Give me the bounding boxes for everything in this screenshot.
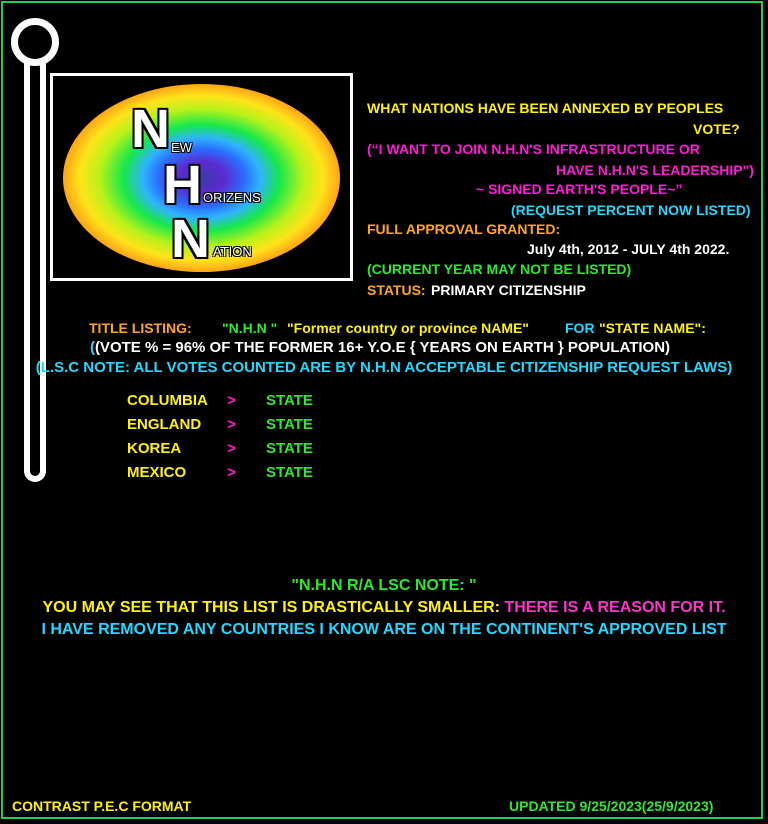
- title-listing-state-name: "STATE NAME":: [599, 320, 706, 336]
- status-label: STATUS:: [367, 282, 426, 298]
- entry-state: STATE: [266, 416, 313, 433]
- title-listing-nhn: "N.H.N ": [222, 320, 278, 336]
- logo-word-orizens: ORIZENS: [203, 190, 261, 205]
- footer-right: UPDATED 9/25/2023(25/9/2023): [509, 798, 714, 814]
- entry-state: STATE: [266, 440, 313, 457]
- logo-word-ation: ATION: [213, 244, 252, 259]
- entry-arrow: >: [227, 416, 236, 433]
- entry-state: STATE: [266, 392, 313, 409]
- entry-arrow: >: [227, 440, 236, 457]
- footer-note-line2: I HAVE REMOVED ANY COUNTRIES I KNOW ARE ON THE CONTINENT'S APPROVED LIST: [41, 621, 727, 638]
- vote-line-text: (VOTE % = 96% OF THE FORMER 16+ Y.O.E { YEARS ON EARTH } POPULATION): [94, 339, 671, 356]
- logo-letter-h: H: [163, 155, 202, 215]
- nhn-flag-logo: [50, 73, 353, 281]
- logo-letter-n1: N: [131, 99, 170, 159]
- title-listing-label: TITLE LISTING:: [89, 320, 192, 336]
- entry-country: COLUMBIA: [127, 392, 208, 409]
- footer-note-line1-part1: YOU MAY SEE THAT THIS LIST IS DRASTICALLY SMALLER:: [42, 599, 500, 616]
- vote-line: ((VOTE % = 96% OF THE FORMER 16+ Y.O.E { YEARS ON EARTH } POPULATION): [89, 339, 671, 356]
- current-year-note: (CURRENT YEAR MAY NOT BE LISTED): [367, 261, 632, 277]
- title-listing-for: FOR: [565, 320, 595, 336]
- request-line: (REQUEST PERCENT NOW LISTED): [511, 202, 751, 218]
- status-value: PRIMARY CITIZENSHIP: [431, 282, 586, 298]
- footer-note-line1: [0, 599, 768, 617]
- title-listing-former: "Former country or province NAME": [287, 320, 529, 336]
- approval-label: FULL APPROVAL GRANTED:: [367, 221, 561, 237]
- lsc-note-line: (L.S.C NOTE: ALL VOTES COUNTED ARE BY N.H.N ACCEPTABLE CITIZENSHIP REQUEST LAWS): [35, 359, 733, 376]
- entry-country: MEXICO: [127, 464, 187, 481]
- approval-dates: July 4th, 2012 - JULY 4th 2022.: [527, 241, 730, 257]
- header-line1: WHAT NATIONS HAVE BEEN ANNEXED BY PEOPLES: [367, 100, 724, 116]
- entry-arrow: >: [227, 464, 236, 481]
- logo-word-ew: EW: [171, 140, 192, 155]
- footer-note-line1-part2: THERE IS A REASON FOR IT.: [504, 599, 726, 616]
- logo-letter-n2: N: [171, 209, 210, 269]
- footer-note-heading: "N.H.N R/A LSC NOTE: ": [291, 577, 477, 594]
- entry-state: STATE: [266, 464, 313, 481]
- flag-pole-finial: [11, 18, 59, 66]
- footer-left: CONTRAST P.E.C FORMAT: [12, 798, 192, 814]
- entry-arrow: >: [227, 392, 236, 409]
- entry-country: KOREA: [127, 440, 182, 457]
- quote-line1: (“I WANT TO JOIN N.H.N'S INFRASTRUCTURE OR: [367, 141, 700, 157]
- entry-country: ENGLAND: [127, 416, 202, 433]
- header-line2: VOTE?: [693, 121, 740, 137]
- quote-line2: HAVE N.H.N'S LEADERSHIP"): [556, 162, 754, 178]
- flag-pole: [24, 62, 46, 482]
- signed-line: ~ SIGNED EARTH'S PEOPLE~”: [476, 181, 683, 197]
